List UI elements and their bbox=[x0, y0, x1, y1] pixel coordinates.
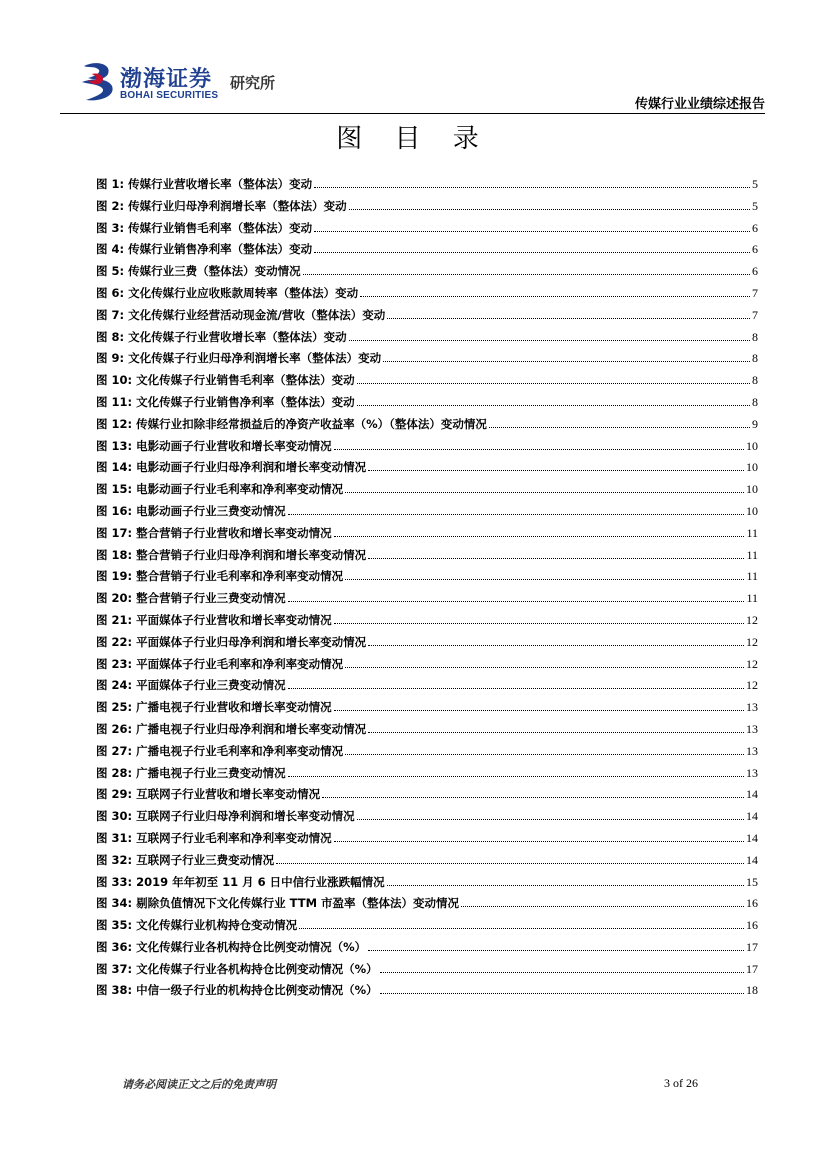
toc-entry-page: 5 bbox=[752, 177, 758, 191]
toc-entry-label: 图 30: 互联网子行业归母净利润和增长率变动情况 bbox=[96, 809, 355, 824]
toc-entry-label: 图 3: 传媒行业销售毛利率（整体法）变动 bbox=[96, 220, 313, 235]
toc-leader-dots bbox=[368, 950, 744, 951]
institute-label: 研究所 bbox=[230, 74, 276, 92]
toc-leader-dots bbox=[345, 754, 744, 755]
toc-entry-page: 14 bbox=[746, 809, 758, 824]
toc-entry[interactable] bbox=[96, 568, 758, 590]
toc-entry-label: 图 8: 文化传媒子行业营收增长率（整体法）变动 bbox=[96, 329, 347, 344]
toc-entry-page: 14 bbox=[746, 787, 758, 802]
toc-entry-page: 13 bbox=[746, 721, 758, 736]
toc-entry-label: 图 31: 互联网子行业毛利率和净利率变动情况 bbox=[96, 830, 332, 845]
toc-entry-page: 15 bbox=[746, 874, 758, 889]
toc-entry[interactable] bbox=[96, 721, 758, 743]
toc-entry[interactable] bbox=[96, 677, 758, 699]
toc-leader-dots bbox=[357, 819, 744, 820]
toc-leader-dots bbox=[461, 906, 744, 907]
toc-leader-dots bbox=[303, 274, 750, 275]
toc-entry[interactable] bbox=[96, 438, 758, 460]
toc-entry[interactable] bbox=[96, 525, 758, 547]
toc-entry-page: 11 bbox=[746, 525, 758, 540]
toc-entry-label: 图 33: 2019 年年初至 11 月 6 日中信行业涨跌幅情况 bbox=[96, 874, 385, 889]
toc-entry-label: 图 4: 传媒行业销售净利率（整体法）变动 bbox=[96, 242, 313, 257]
toc-entry-page: 6 bbox=[752, 242, 758, 257]
toc-entry-page: 8 bbox=[752, 351, 758, 366]
toc-entry-label: 图 24: 平面媒体子行业三费变动情况 bbox=[96, 678, 286, 693]
toc-entry-page: 11 bbox=[746, 569, 758, 584]
toc-entry[interactable] bbox=[96, 394, 758, 416]
toc-entry-label: 图 35: 文化传媒行业机构持仓变动情况 bbox=[96, 918, 298, 933]
toc-entry-label: 图 17: 整合营销子行业营收和增长率变动情况 bbox=[96, 525, 332, 540]
toc-entry-page: 13 bbox=[746, 765, 758, 780]
toc-entry-page: 8 bbox=[752, 373, 758, 388]
toc-entry-label: 图 23: 平面媒体子行业毛利率和净利率变动情况 bbox=[96, 656, 344, 671]
toc-entry-label: 图 26: 广播电视子行业归母净利润和增长率变动情况 bbox=[96, 721, 367, 736]
toc-leader-dots bbox=[334, 841, 744, 842]
toc-entry[interactable] bbox=[96, 176, 758, 198]
toc-entry[interactable] bbox=[96, 786, 758, 808]
bohai-logo-icon bbox=[78, 60, 118, 104]
toc-entry-page: 8 bbox=[752, 329, 758, 344]
toc-entry-label: 图 36: 文化传媒行业各机构持仓比例变动情况（%） bbox=[96, 939, 367, 954]
toc-entry-page: 6 bbox=[752, 264, 758, 279]
toc-entry[interactable] bbox=[96, 743, 758, 765]
toc-leader-dots bbox=[368, 732, 744, 733]
toc-entry-label: 图 25: 广播电视子行业营收和增长率变动情况 bbox=[96, 700, 332, 715]
toc-entry-page: 14 bbox=[746, 830, 758, 845]
toc-entry[interactable] bbox=[96, 263, 758, 285]
toc-entry-label: 图 7: 文化传媒行业经营活动现金流/营收（整体法）变动 bbox=[96, 307, 386, 322]
disclaimer-note: 请务必阅读正文之后的免责声明 bbox=[122, 1078, 276, 1091]
toc-leader-dots bbox=[334, 536, 745, 537]
toc-entry[interactable] bbox=[96, 198, 758, 220]
toc-entry-page: 7 bbox=[752, 307, 758, 322]
toc-leader-dots bbox=[368, 470, 744, 471]
toc-entry-label: 图 13: 电影动画子行业营收和增长率变动情况 bbox=[96, 438, 332, 453]
toc-entry[interactable] bbox=[96, 503, 758, 525]
toc-leader-dots bbox=[334, 623, 744, 624]
toc-entry-page: 11 bbox=[746, 547, 758, 562]
toc-leader-dots bbox=[276, 863, 744, 864]
toc-leader-dots bbox=[368, 645, 744, 646]
toc-entry-label: 图 11: 文化传媒子行业销售净利率（整体法）变动 bbox=[96, 394, 355, 409]
toc-entry-page: 5 bbox=[752, 198, 758, 213]
toc-entry-label: 图 12: 传媒行业扣除非经常损益后的净资产收益率（%）（整体法）变动情况 bbox=[96, 416, 487, 431]
toc-entry[interactable] bbox=[96, 416, 758, 438]
toc-entry[interactable] bbox=[96, 961, 758, 983]
toc-leader-dots bbox=[345, 579, 744, 580]
toc-entry-label: 图 21: 平面媒体子行业营收和增长率变动情况 bbox=[96, 612, 332, 627]
page-title: 图 目 录 bbox=[336, 124, 491, 154]
toc-entry-label: 图 29: 互联网子行业营收和增长率变动情况 bbox=[96, 787, 321, 802]
toc-entry-label: 图 6: 文化传媒行业应收账款周转率（整体法）变动 bbox=[96, 285, 359, 300]
toc-leader-dots bbox=[387, 885, 744, 886]
toc-leader-dots bbox=[288, 688, 744, 689]
toc-entry[interactable] bbox=[96, 634, 758, 656]
toc-entry-label: 图 15: 电影动画子行业毛利率和净利率变动情况 bbox=[96, 482, 344, 497]
toc-entry-page: 13 bbox=[746, 700, 758, 715]
bohai-securities-logo bbox=[78, 60, 298, 108]
toc-entry-label: 图 5: 传媒行业三费（整体法）变动情况 bbox=[96, 264, 301, 279]
toc-entry[interactable] bbox=[96, 939, 758, 961]
toc-entry-page: 12 bbox=[746, 612, 758, 627]
toc-entry-page: 9 bbox=[752, 416, 758, 431]
toc-leader-dots bbox=[387, 318, 750, 319]
toc-entry[interactable] bbox=[96, 895, 758, 917]
toc-entry-page: 17 bbox=[746, 939, 758, 954]
toc-entry[interactable] bbox=[96, 285, 758, 307]
toc-entry-page: 17 bbox=[746, 961, 758, 976]
toc-entry-page: 10 bbox=[746, 460, 758, 475]
toc-entry-label: 图 9: 文化传媒子行业归母净利润增长率（整体法）变动 bbox=[96, 351, 382, 366]
toc-leader-dots bbox=[489, 427, 750, 428]
toc-leader-dots bbox=[314, 231, 750, 232]
toc-entry[interactable] bbox=[96, 350, 758, 372]
toc-entry-page: 12 bbox=[746, 634, 758, 649]
toc-leader-dots bbox=[345, 667, 744, 668]
toc-entry[interactable] bbox=[96, 874, 758, 896]
toc-entry-page: 10 bbox=[746, 503, 758, 518]
toc-leader-dots bbox=[380, 993, 744, 994]
toc-entry[interactable] bbox=[96, 830, 758, 852]
toc-entry[interactable] bbox=[96, 808, 758, 830]
toc-leader-dots bbox=[380, 972, 744, 973]
toc-entry-label: 图 20: 整合营销子行业三费变动情况 bbox=[96, 591, 286, 606]
toc-entry[interactable] bbox=[96, 699, 758, 721]
toc-leader-dots bbox=[383, 361, 750, 362]
toc-leader-dots bbox=[288, 776, 744, 777]
toc-leader-dots bbox=[334, 710, 744, 711]
toc-entry-page: 12 bbox=[746, 656, 758, 671]
toc-entry[interactable] bbox=[96, 612, 758, 634]
toc-entry-page: 12 bbox=[746, 678, 758, 693]
toc-leader-dots bbox=[345, 492, 744, 493]
toc-entry[interactable] bbox=[96, 852, 758, 874]
toc-entry-label: 图 38: 中信一级子行业的机构持仓比例变动情况（%） bbox=[96, 983, 378, 998]
toc-entry-label: 图 34: 剔除负值情况下文化传媒行业 TTM 市盈率（整体法）变动情况 bbox=[96, 896, 460, 911]
toc-entry-page: 7 bbox=[752, 285, 758, 300]
page-indicator: 3 of 26 bbox=[664, 1076, 698, 1090]
toc-entry-label: 图 1: 传媒行业营收增长率（整体法）变动 bbox=[96, 177, 313, 191]
toc-entry-label: 图 22: 平面媒体子行业归母净利润和增长率变动情况 bbox=[96, 634, 367, 649]
toc-leader-dots bbox=[360, 296, 750, 297]
toc-leader-dots bbox=[368, 558, 744, 559]
toc-leader-dots bbox=[334, 449, 744, 450]
toc-entry-label: 图 14: 电影动画子行业归母净利润和增长率变动情况 bbox=[96, 460, 367, 475]
toc-entry-page: 8 bbox=[752, 394, 758, 409]
toc-leader-dots bbox=[357, 383, 750, 384]
toc-entry[interactable] bbox=[96, 372, 758, 394]
toc-entry[interactable] bbox=[96, 459, 758, 481]
logo-english-name: BOHAI SECURITIES bbox=[120, 90, 219, 101]
toc-leader-dots bbox=[288, 601, 745, 602]
report-type: 传媒行业业绩综述报告 bbox=[634, 97, 765, 112]
toc-entry-page: 10 bbox=[746, 438, 758, 453]
toc-entry-page: 10 bbox=[746, 482, 758, 497]
toc-leader-dots bbox=[357, 405, 750, 406]
figure-list bbox=[96, 176, 758, 1004]
toc-entry[interactable] bbox=[96, 656, 758, 678]
toc-entry-page: 16 bbox=[746, 896, 758, 911]
toc-entry[interactable] bbox=[96, 329, 758, 351]
toc-entry-label: 图 19: 整合营销子行业毛利率和净利率变动情况 bbox=[96, 569, 344, 584]
toc-entry-page: 18 bbox=[746, 983, 758, 998]
toc-entry[interactable] bbox=[96, 241, 758, 263]
toc-entry-page: 11 bbox=[746, 591, 758, 606]
toc-entry-label: 图 2: 传媒行业归母净利润增长率（整体法）变动 bbox=[96, 198, 347, 213]
toc-leader-dots bbox=[314, 187, 750, 188]
toc-entry-page: 16 bbox=[746, 918, 758, 933]
toc-entry[interactable] bbox=[96, 765, 758, 787]
toc-leader-dots bbox=[349, 209, 750, 210]
toc-leader-dots bbox=[314, 252, 750, 253]
logo-chinese-name: 渤海证券 bbox=[120, 67, 213, 92]
toc-entry[interactable] bbox=[96, 481, 758, 503]
toc-entry[interactable] bbox=[96, 982, 758, 1004]
toc-leader-dots bbox=[299, 928, 744, 929]
toc-leader-dots bbox=[288, 514, 744, 515]
toc-entry-page: 14 bbox=[746, 852, 758, 867]
page-header bbox=[0, 0, 827, 118]
toc-entry-label: 图 32: 互联网子行业三费变动情况 bbox=[96, 852, 275, 867]
toc-entry-page: 13 bbox=[746, 743, 758, 758]
toc-entry[interactable] bbox=[96, 220, 758, 242]
toc-leader-dots bbox=[349, 340, 750, 341]
toc-entry-label: 图 28: 广播电视子行业三费变动情况 bbox=[96, 765, 286, 780]
toc-entry-label: 图 10: 文化传媒子行业销售毛利率（整体法）变动 bbox=[96, 373, 355, 388]
toc-entry[interactable] bbox=[96, 307, 758, 329]
toc-entry-label: 图 27: 广播电视子行业毛利率和净利率变动情况 bbox=[96, 743, 344, 758]
toc-entry[interactable] bbox=[96, 547, 758, 569]
toc-leader-dots bbox=[322, 797, 744, 798]
toc-entry-page: 6 bbox=[752, 220, 758, 235]
toc-entry-label: 图 37: 文化传媒子行业各机构持仓比例变动情况（%） bbox=[96, 961, 378, 976]
toc-entry[interactable] bbox=[96, 917, 758, 939]
header-divider bbox=[60, 113, 765, 114]
toc-entry-label: 图 16: 电影动画子行业三费变动情况 bbox=[96, 503, 286, 518]
toc-entry-label: 图 18: 整合营销子行业归母净利润和增长率变动情况 bbox=[96, 547, 367, 562]
toc-entry[interactable] bbox=[96, 590, 758, 612]
